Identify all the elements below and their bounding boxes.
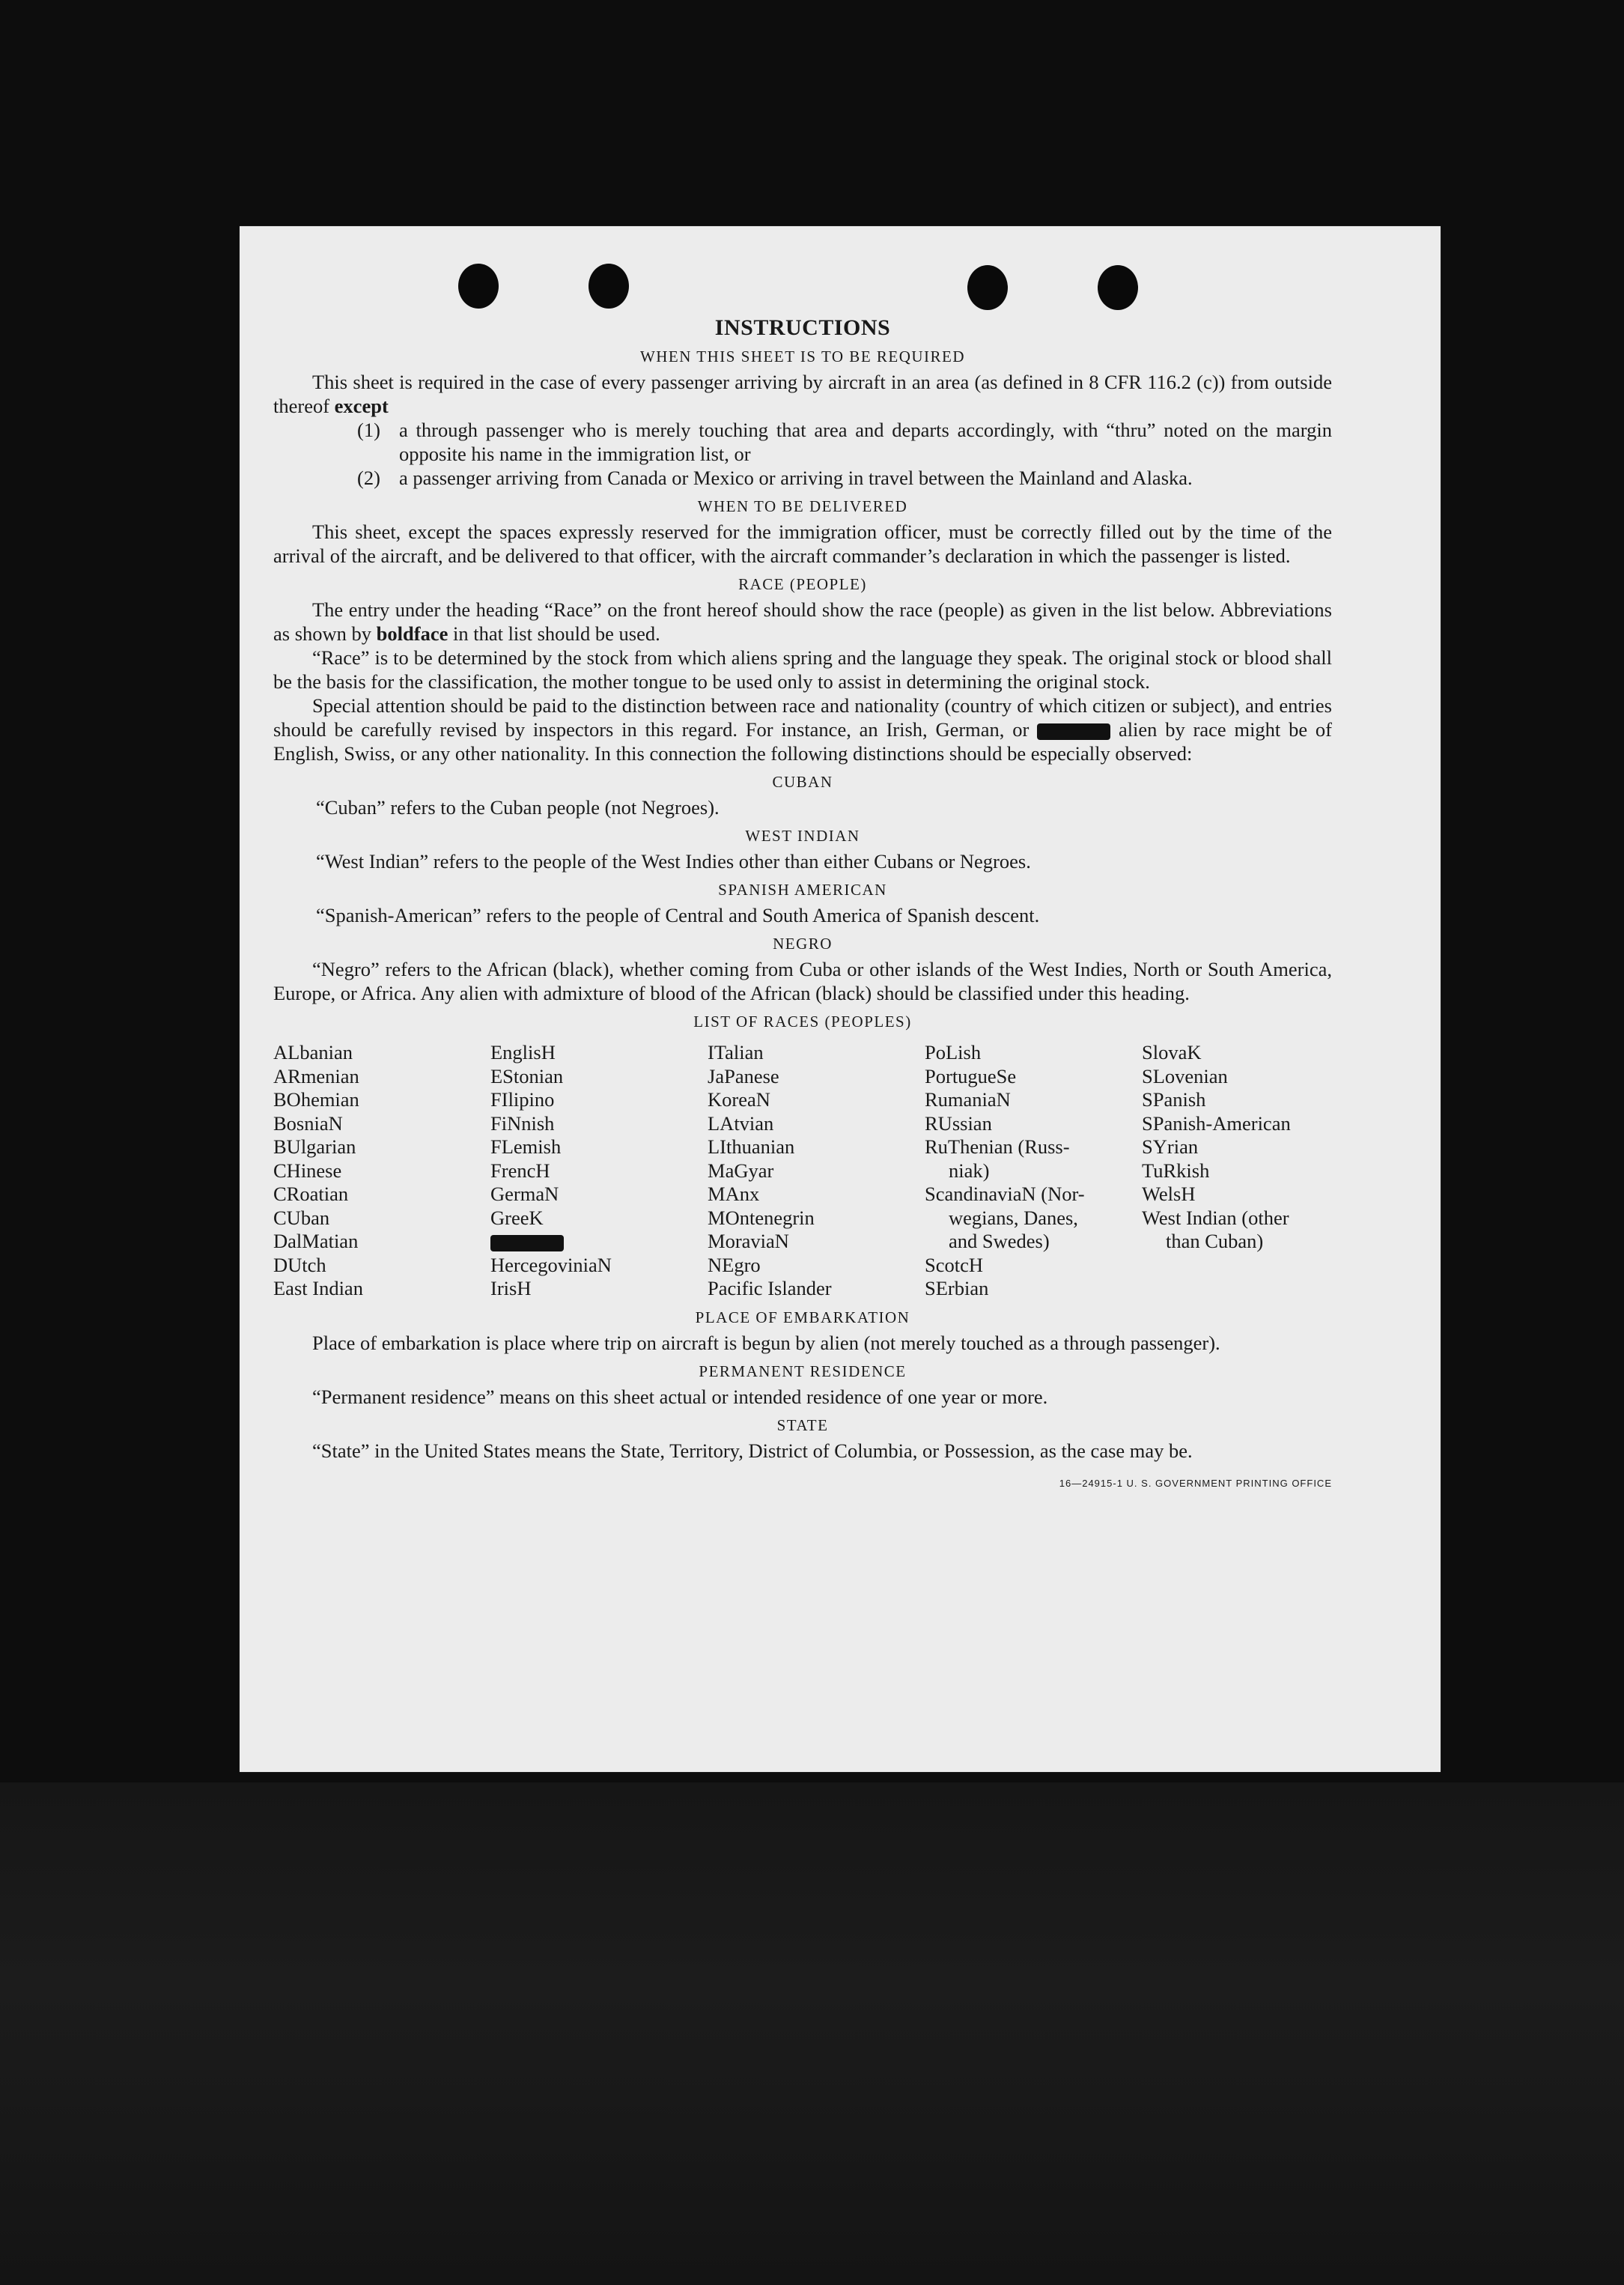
- race-entry: CUban: [273, 1206, 330, 1229]
- race-entry: TuRkish: [1142, 1159, 1210, 1182]
- race-entry: BOhemian: [273, 1088, 359, 1111]
- race-entry: LAtvian: [708, 1111, 774, 1135]
- redaction-mark: [1037, 723, 1110, 740]
- race-entry: RuThenian (Russ-: [925, 1135, 1070, 1158]
- races-column: [925, 1041, 1142, 1301]
- race-entry: SErbian: [925, 1277, 989, 1299]
- race-entry: wegians, Danes,: [949, 1206, 1078, 1229]
- race-entry: Pacific Islander: [708, 1277, 832, 1299]
- race-entry: EnglisH: [490, 1041, 556, 1063]
- race-entry: HercegoviniaN: [490, 1253, 612, 1276]
- paragraph: “Cuban” refers to the Cuban people (not Negroes).: [316, 796, 720, 819]
- race-entry: niak): [949, 1159, 990, 1182]
- race-entry: West Indian (other: [1142, 1206, 1289, 1229]
- paragraph: The entry under the heading “Race” on the front hereof should show the race (people) as given in the list below. Abbreviations as shown by boldface in that list should be used.: [273, 598, 1332, 645]
- race-entry: SPanish: [1142, 1088, 1206, 1111]
- print-code: 16—24915-1 U. S. GOVERNMENT PRINTING OFFICE: [1059, 1477, 1332, 1489]
- races-column: [708, 1041, 925, 1301]
- section-heading: LIST OF RACES (PEOPLES): [693, 1013, 912, 1031]
- race-entry: ALbanian: [273, 1041, 353, 1063]
- race-entry: MOntenegrin: [708, 1206, 815, 1229]
- race-entry: BosniaN: [273, 1111, 343, 1135]
- race-entry: CHinese: [273, 1159, 342, 1182]
- paragraph: This sheet, except the spaces expressly reserved for the immigration officer, must be correctly filled out by the time of the arrival of the aircraft, and be delivered to that officer, with the aircraft commander’s declaration in which the passenger is listed.: [273, 521, 1332, 567]
- race-entry: LIthuanian: [708, 1135, 795, 1158]
- race-entry: FIlipino: [490, 1088, 555, 1111]
- list-item: (1) a through passenger who is merely touching that area and departs accordingly, with “thru” noted on the margin opposite his name in the immigration list, or: [357, 419, 1332, 465]
- section-heading: CUBAN: [772, 773, 833, 791]
- section-heading: SPANISH AMERICAN: [718, 881, 887, 899]
- race-entry: GreeK: [490, 1206, 544, 1229]
- paragraph: Special attention should be paid to the distinction between race and nationality (country of which citizen or subject), and entries should be carefully revised by inspectors in this regard. For instance, an Irish, German, or alien by race might be of English, Swiss, or any other nationality. In this connection the following distinctions should be especially observed:: [273, 694, 1332, 765]
- punch-hole: [1098, 265, 1138, 310]
- race-entry: FrencH: [490, 1159, 550, 1182]
- races-column: [490, 1041, 708, 1301]
- document-sheet: [240, 226, 1441, 1772]
- paragraph: This sheet is required in the case of every passenger arriving by aircraft in an area (as defined in 8 CFR 116.2 (c)) from outside thereof except: [273, 371, 1332, 417]
- list-item: (2) a passenger arriving from Canada or Mexico or arriving in travel between the Mainland and Alaska.: [357, 467, 1193, 489]
- race-entry: PortugueSe: [925, 1064, 1017, 1087]
- race-entry: and Swedes): [949, 1230, 1050, 1252]
- section-heading: PERMANENT RESIDENCE: [699, 1362, 907, 1380]
- paragraph: “Negro” refers to the African (black), whether coming from Cuba or other islands of the West Indies, North or South America, Europe, or Africa. Any alien with admixture of blood of the African (black) should be classified under this heading.: [273, 958, 1332, 1004]
- race-entry: RumaniaN: [925, 1088, 1011, 1111]
- page-title: INSTRUCTIONS: [714, 315, 891, 340]
- races-list: [273, 1041, 1332, 1301]
- race-entry: EStonian: [490, 1064, 564, 1087]
- race-entry: than Cuban): [1166, 1230, 1264, 1252]
- section-heading: RACE (PEOPLE): [738, 575, 867, 593]
- section-heading: NEGRO: [773, 935, 833, 953]
- paragraph: Place of embarkation is place where trip on aircraft is begun by alien (not merely touched as a through passenger).: [312, 1331, 1220, 1354]
- scan-background: [0, 1782, 1624, 2285]
- race-entry: JaPanese: [708, 1064, 779, 1087]
- punch-hole: [967, 265, 1008, 310]
- paragraph: “State” in the United States means the State, Territory, District of Columbia, or Possession, as the case may be.: [312, 1439, 1193, 1462]
- punch-hole: [458, 264, 499, 309]
- races-column: [273, 1041, 490, 1301]
- redacted-entry: [490, 1230, 708, 1254]
- paragraph: “Spanish-American” refers to the people of Central and South America of Spanish descent.: [316, 904, 1040, 926]
- races-column: [1142, 1041, 1339, 1301]
- race-entry: RUssian: [925, 1111, 992, 1135]
- section-heading: WHEN THIS SHEET IS TO BE REQUIRED: [639, 348, 966, 365]
- race-entry: NEgro: [708, 1253, 761, 1276]
- race-entry: SLovenian: [1142, 1064, 1228, 1087]
- race-entry: SPanish-American: [1142, 1111, 1291, 1135]
- race-entry: ScandinaviaN (Nor-: [925, 1183, 1085, 1205]
- section-heading: WHEN TO BE DELIVERED: [697, 497, 908, 515]
- paragraph: “West Indian” refers to the people of the West Indies other than either Cubans or Negroes.: [316, 850, 1031, 873]
- punch-hole: [589, 264, 629, 309]
- race-entry: SlovaK: [1142, 1041, 1202, 1063]
- race-entry: GermaN: [490, 1183, 559, 1205]
- race-entry: CRoatian: [273, 1183, 349, 1205]
- race-entry: DalMatian: [273, 1230, 359, 1252]
- race-entry: BUlgarian: [273, 1135, 356, 1158]
- race-entry: DUtch: [273, 1253, 326, 1276]
- race-entry: SYrian: [1142, 1135, 1199, 1158]
- race-entry: KoreaN: [708, 1088, 770, 1111]
- race-entry: FiNnish: [490, 1111, 555, 1135]
- race-entry: ITalian: [708, 1041, 764, 1063]
- section-heading: PLACE OF EMBARKATION: [695, 1308, 910, 1326]
- paragraph: “Race” is to be determined by the stock from which aliens spring and the language they speak. The original stock or blood shall be the basis for the classification, the mother tongue to be used only to assist in determining the original stock.: [273, 646, 1332, 693]
- section-heading: STATE: [776, 1415, 829, 1434]
- race-entry: FLemish: [490, 1135, 562, 1158]
- paragraph: “Permanent residence” means on this sheet actual or intended residence of one year or more.: [312, 1385, 1048, 1408]
- instructions-body: [273, 316, 1332, 1496]
- race-entry: MoraviaN: [708, 1230, 789, 1252]
- race-entry: ScotcH: [925, 1253, 984, 1276]
- race-entry: MaGyar: [708, 1159, 774, 1182]
- redaction-mark: [490, 1235, 564, 1251]
- race-entry: MAnx: [708, 1183, 760, 1205]
- race-entry: ARmenian: [273, 1064, 359, 1087]
- race-entry: IrisH: [490, 1277, 532, 1299]
- race-entry: East Indian: [273, 1277, 363, 1299]
- race-entry: WelsH: [1142, 1183, 1196, 1205]
- section-heading: WEST INDIAN: [745, 827, 860, 845]
- race-entry: PoLish: [925, 1041, 982, 1063]
